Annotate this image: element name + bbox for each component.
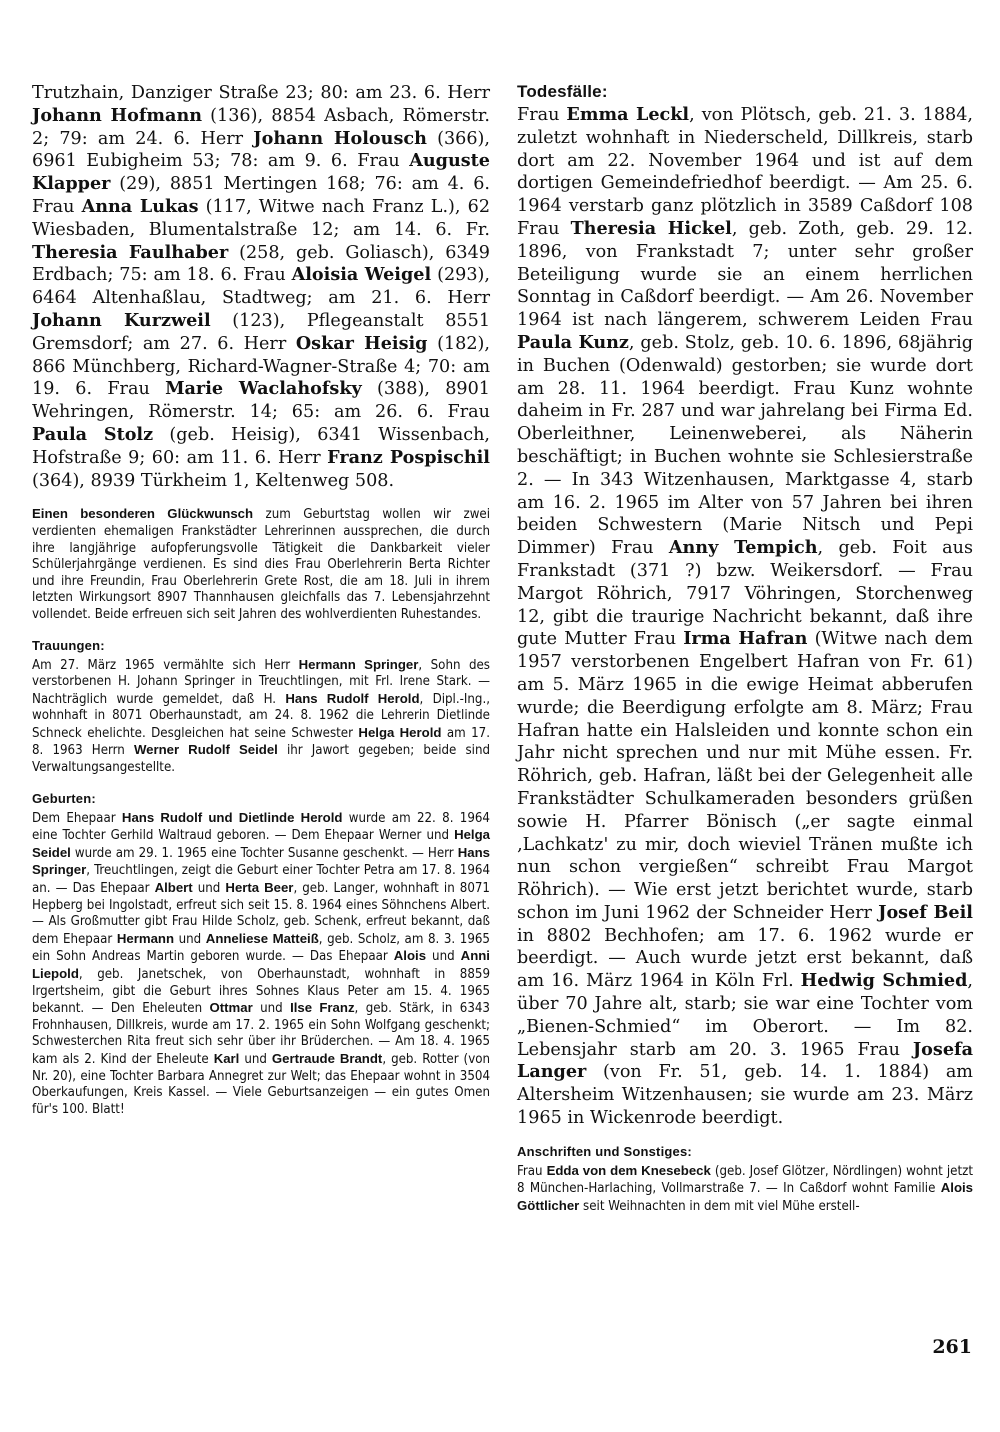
deaths-paragraph: Frau Emma Leckl, von Plötsch, geb. 21. 3. 1884, zuletzt wohnhaft in Niederscheld, Dillkreis, starb dort am 22. November 1964 und ist auf dem dortigen Gemeindefriedhof beerdigt. — Am 25. 6. 1964 verstarb ganz plötzlich in 3589 Caßdorf 108 Frau Theresia Hickel, geb. Zoth, geb. 29. 12. 1896, von Frankstadt 7; unter sehr großer Beteiligung wurde sie an einem herrlichen Sonntag in Caßdorf beerdigt. — Am 26. November 1964 ist nach längerem, schwerem Leiden Frau Paula Kunz, geb. Stolz, geb. 10. 6. 1896, 68jährig in Buchen (Odenwald) gestorben; sie wurde dort am 28. 11. 1964 beerdigt. Frau Kunz wohnte daheim in Fr. 287 und war jahrelang bei Firma Ed. Oberleithner, Leinenweberei, als Näherin beschäftigt; in Buchen wohnte sie Schlesierstraße 2. — In 343 Witzenhausen, Marktgasse 4, starb am 16. 2. 1965 im Alter von 57 Jahren bei ihren beiden Schwestern (Marie Nitsch und Pepi Dimmer) Frau Anny Tempich, geb. Foit aus Frankstadt (371 ?) bzw. Weikersdorf. — Frau Margot Röhrich, 7917 Vöhringen, Storchenweg 12, gibt die traurige Nachricht bekannt, daß ihre gute Mutter Frau Irma Hafran (Witwe nach dem 1957 verstorbenen Engelbert Hafran von Fr. 61) am 5. März 1965 in die ewige Heimat abberufen wurde; die Beerdigung erfolgte am 8. März; Frau Hafran hatte ein Halsleiden und konnte schon ein Jahr nicht sprechen und nur mit Mühe essen. Fr. Röhrich, geb. Hafran, läßt bei der Gelegenheit alle Frankstädter Schulkameraden besonders grüßen sowie H. Pfarrer Bönisch („er sagte einmal ‚Lachkatz' zu mir, doch wieviel Tränen mußte ich nun schon vergießen“ schreibt Frau Margot Röhrich). — Wie erst jetzt berichtet wurde, starb schon im Juni 1962 der Schneider Herr Josef Beil in 8802 Bechhofen; am 17. 6. 1962 wurde er beerdigt. — Auch wurde jetzt erst bekannt, daß am 16. März 1964 in Köln Frl. Hedwig Schmied, über 70 Jahre alt, starb; sie war eine Tochter vom „Bienen-Schmied“ im Oberort. — Im 82. Lebensjahr starb am 20. 3. 1965 Frau Josefa Langer (von Fr. 51, geb. 14. 1. 1884) am Altersheim Witzenhausen; sie wurde am 23. März 1965 in Wickenrode beerdigt. — [517, 104, 974, 1129]
right-column — [517, 82, 973, 1216]
deaths-heading: Todesfälle: — [517, 82, 608, 101]
births-heading: Geburten: — [32, 790, 96, 806]
births-paragraph: Dem Ehepaar Hans Rudolf und Dietlinde Herold wurde am 22. 8. 1964 eine Tochter Gerhild Waltraud geboren. — Dem Ehepaar Werner und Helga Seidel wurde am 29. 1. 1965 eine Tochter Susanne geschenkt. — Herr Hans Springer, Treuchtlingen, zeigt die Geburt einer Tochter Petra am 17. 8. 1964 an. — Das Ehepaar Albert und Herta Beer, geb. Langer, wohnhaft in 8071 Hepberg bei Ingolstadt, erfreut sich seit 15. 8. 1964 eines Söhnchens Albert. — Als Großmutter gibt Frau Hilde Scholz, geb. Schenk, erfreut bekannt, daß dem Ehepaar Hermann und Anneliese Matteiß, geb. Scholz, am 8. 3. 1965 ein Sohn Andreas Martin geboren wurde. — Das Ehepaar Alois und Anni Liepold, geb. Janetschek, von Oberhaunstadt, wohnhaft in 8859 Irgertsheim, gibt die Geburt ihres Sohnes Klaus Peter am 15. 4. 1965 bekannt. — Den Eheleuten Ottmar und Ilse Franz, geb. Stärk, in 6343 Frohnhausen, Dillkreis, wurde am 17. 2. 1965 ein Sohn Wolfgang geschenkt; Schwesterchen Rita freut sich sehr über ihr Brüderchen. — Am 18. 4. 1965 kam als 2. Kind der Eheleute Karl und Gertraude Brandt, geb. Rotter (von Nr. 20), eine Tochter Barbara Annegret zur Welt; das Ehepaar wohnt in 3504 Oberkaufungen, Kreis Kassel. — Viele Geburtsanzeigen — ein gutes Omen für's 100. Blatt! — [32, 809, 490, 1117]
congratulation-paragraph: Einen besonderen Glückwunsch zum Geburtstag wollen wir zwei verdienten ehemaligen Frankstädter Lehrerinnen aussprechen, die durch ihre langjährige aufopferungsvolle Tätigkeit die Dankbarkeit vieler Schülerjahrgänge verdienen. Es sind dies Frau Oberlehrerin Berta Richter und ihre Freundin, Frau Oberlehrerin Grete Rost, die am 18. Juli in ihrem letzten Wirkungsort 8907 Thannhausen gleichfalls das 7. Lebensjahrzehnt vollendet. Beide erfreuen sich seit Jahren des wohlverdienten Ruhestandes. — [32, 506, 490, 622]
addresses-heading: Anschriften und Sonstiges: — [517, 1143, 692, 1159]
weddings-heading: Trauungen: — [32, 637, 105, 653]
left-column — [32, 82, 490, 1118]
birthday-list: Trutzhain, Danziger Straße 23; 80: am 23. 6. Herr Johann Hofmann (136), 8854 Asbach, Römerstr. 2; 79: am 24. 6. Herr Johann Holousch (366), 6961 Eubigheim 53; 78: am 9. 6. Frau Auguste Klapper (29), 8851 Mertingen 168; 76: am 4. 6. Frau Anna Lukas (117, Witwe nach Franz L.), 62 Wiesbaden, Blumentalstraße 12; am 14. 6. Fr. Theresia Faulhaber (258, geb. Goliasch), 6349 Erdbach; 75: am 18. 6. Frau Aloisia Weigel (293), 6464 Altenhaßlau, Stadtweg; am 21. 6. Herr Johann Kurzweil (123), Pflegeanstalt 8551 Gremsdorf; am 27. 6. Herr Oskar Heisig (182), 866 Münchberg, Richard-Wagner-Straße 4; 70: am 19. 6. Frau Marie Waclahofsky (388), 8901 Wehringen, Römerstr. 14; 65: am 26. 6. Frau Paula Stolz (geb. Heisig), 6341 Wissenbach, Hofstraße 9; 60: am 11. 6. Herr Franz Pospischil (364), 8939 Türkheim 1, Keltenweg 508. — [32, 83, 491, 491]
weddings-paragraph: Am 27. März 1965 vermählte sich Herr Hermann Springer, Sohn des verstorbenen H. Johann Springer in Treuchtlingen, mit Frl. Irene Stark. — Nachträglich wurde gemeldet, daß H. Hans Rudolf Herold, Dipl.-Ing., wohnhaft in 8071 Oberhaunstadt, am 24. 8. 1962 die Lehrerin Dietlinde Schneck ehelichte. Desgleichen hat seine Schwester Helga Herold am 17. 8. 1963 Herrn Werner Rudolf Seidel ihr Jawort gegeben; beide sind Verwaltungsangestellte. — [32, 656, 490, 776]
page-number: 261 — [932, 1336, 972, 1358]
addresses-paragraph: Frau Edda von dem Knesebeck (geb. Josef Glötzer, Nördlingen) wohnt jetzt 8 München-Harlaching, Vollmarstraße 7. — In Caßdorf wohnt Familie Alois Göttlicher seit Weihnachten in dem mit viel Mühe erstell- — [517, 1162, 973, 1215]
